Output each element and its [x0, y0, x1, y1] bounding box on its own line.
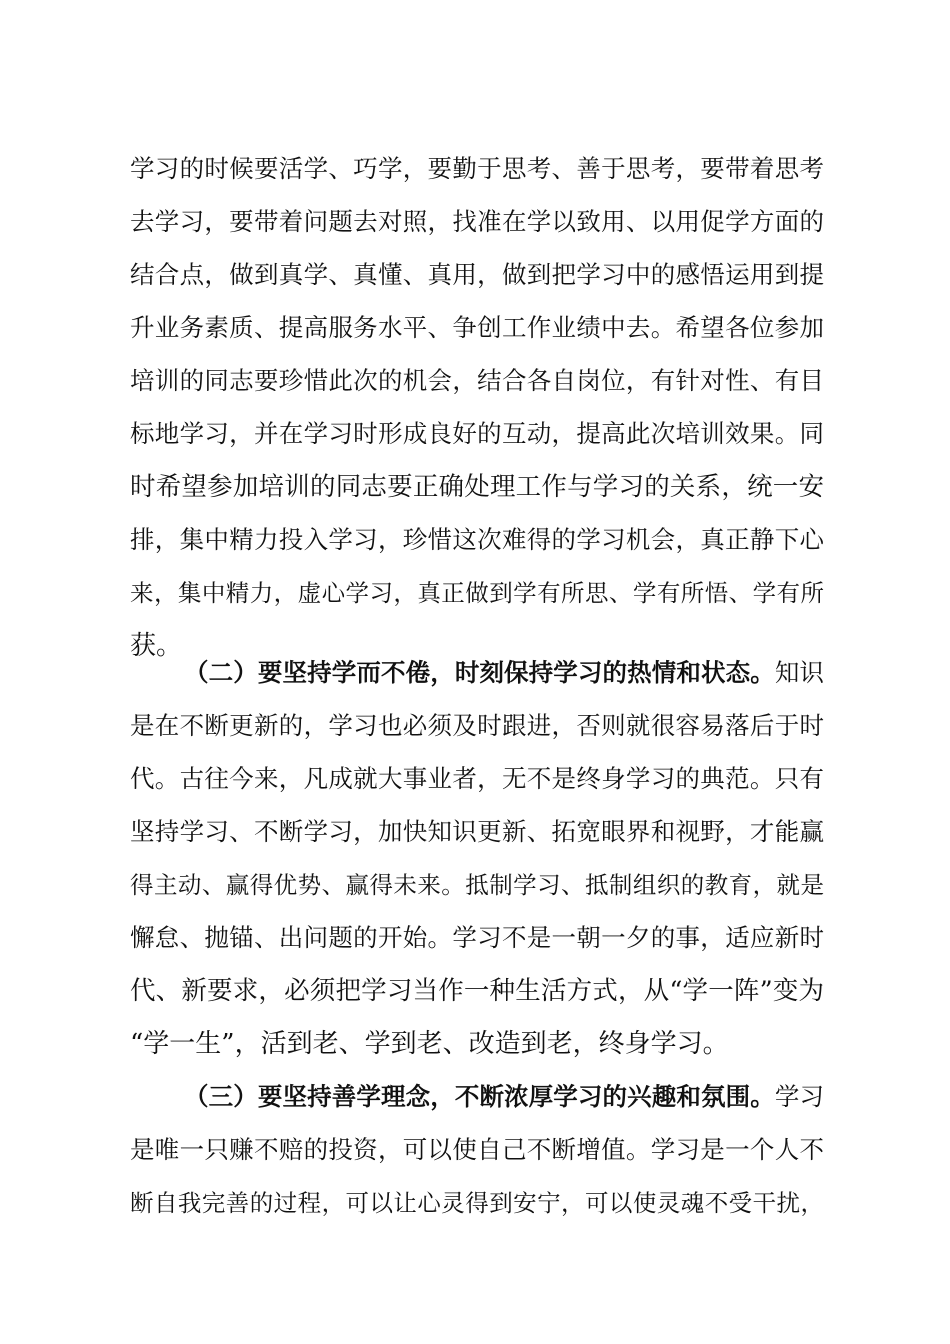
paragraph-2-first-line-rest: 知识 — [774, 658, 825, 687]
paragraph-1-line: 学习的时候要活学、巧学，要勤于思考、善于思考，要带着思考 — [130, 154, 824, 183]
paragraph-2-line: 是在不断更新的，学习也必须及时跟进，否则就很容易落后于时 — [130, 711, 824, 740]
paragraph-2-line: 代。古往今来，凡成就大事业者，无不是终身学习的典范。只有 — [130, 764, 824, 793]
paragraph-1-line: 结合点，做到真学、真懂、真用，做到把学习中的感悟运用到提 — [130, 260, 824, 289]
paragraph-1-line: 排，集中精力投入学习，珍惜这次难得的学习机会，真正静下心 — [130, 525, 824, 554]
paragraph-1-line: 来，集中精力，虚心学习，真正做到学有所思、学有所悟、学有所 — [130, 579, 824, 607]
paragraph-3-first-line-rest: 学习 — [774, 1082, 825, 1111]
paragraph-2-line: 坚持学习、不断学习，加快知识更新、拓宽眼界和视野，才能赢 — [130, 817, 824, 846]
section-heading-3: （三）要坚持善学理念，不断浓厚学习的兴趣和氛围。 — [184, 1082, 775, 1111]
paragraph-1-line: 升业务素质、提高服务水平、争创工作业绩中去。希望各位参加 — [130, 313, 824, 342]
paragraph-1-line: 获。 — [130, 631, 183, 661]
paragraph-3-first-line — [184, 1074, 824, 1120]
paragraph-2-first-line — [184, 650, 824, 696]
paragraph-2-line: 代、新要求，必须把学习当作一种生活方式，从“学一阵”变为 — [130, 976, 824, 1006]
paragraph-1-line: 去学习，要带着问题去对照，找准在学以致用、以用促学方面的 — [130, 207, 824, 236]
paragraph-3-line: 断自我完善的过程，可以让心灵得到安宁，可以使灵魂不受干扰， — [130, 1189, 824, 1217]
paragraph-1-line: 培训的同志要珍惜此次的机会，结合各自岗位，有针对性、有目 — [130, 366, 824, 395]
section-heading-2: （二）要坚持学而不倦，时刻保持学习的热情和状态。 — [184, 658, 775, 687]
paragraph-2-line: “学一生”，活到老、学到老、改造到老，终身学习。 — [130, 1029, 729, 1059]
paragraph-1-line: 时希望参加培训的同志要正确处理工作与学习的关系，统一安 — [130, 472, 824, 502]
paragraph-2-line: 懈怠、抛锚、出问题的开始。学习不是一朝一夕的事，适应新时 — [130, 923, 824, 952]
paragraph-2-line: 得主动、赢得优势、赢得未来。抵制学习、抵制组织的教育，就是 — [130, 871, 824, 899]
paragraph-3-line: 是唯一只赚不赔的投资，可以使自己不断增值。学习是一个人不 — [130, 1135, 824, 1164]
paragraph-1-line: 标地学习，并在学习时形成良好的互动，提高此次培训效果。同 — [130, 419, 824, 448]
